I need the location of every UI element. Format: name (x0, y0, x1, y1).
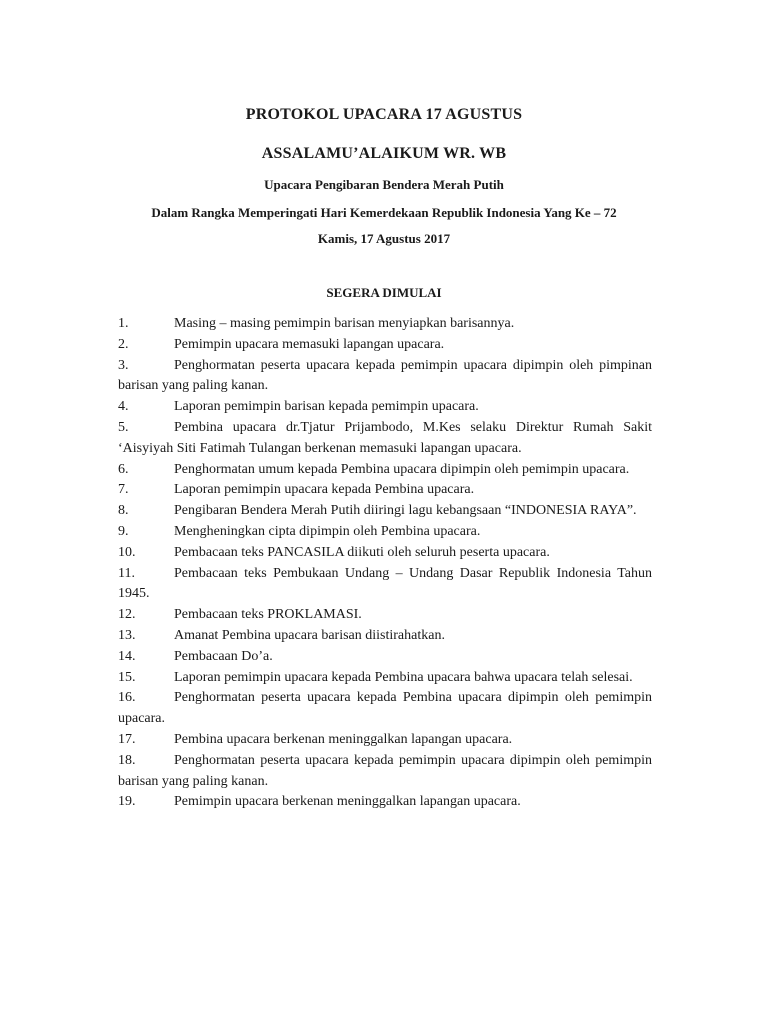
item-number: 3. (118, 357, 129, 373)
item-text: Pengibaran Bendera Merah Putih diiringi lagu kebangsaan “INDONESIA RAYA”. (174, 503, 637, 519)
item-text: Amanat Pembina upacara barisan diistirahatkan. (174, 627, 445, 643)
list-item (118, 314, 652, 335)
list-item (118, 668, 652, 689)
item-text: Penghormatan peserta upacara kepada pemimpin upacara dipimpin oleh pemimpin barisan yang paling kanan. (118, 752, 652, 789)
item-text: Mengheningkan cipta dipimpin oleh Pembina upacara. (174, 523, 481, 539)
list-item (118, 522, 652, 543)
list-item (118, 460, 652, 481)
item-number: 4. (118, 399, 129, 415)
item-text: Penghormatan peserta upacara kepada Pembina upacara dipimpin oleh pemimpin upacara. (118, 690, 652, 727)
list-item (118, 626, 652, 647)
item-number: 8. (118, 503, 129, 519)
list-item (118, 792, 652, 813)
item-number: 2. (118, 336, 129, 352)
list-item (118, 543, 652, 564)
item-text: Pembacaan Do’a. (174, 648, 273, 664)
item-text: Penghormatan umum kepada Pembina upacara dipimpin oleh pemimpin upacara. (174, 461, 630, 477)
list-item (118, 397, 652, 418)
document-title: PROTOKOL UPACARA 17 AGUSTUS (245, 106, 523, 123)
item-text: Laporan pemimpin barisan kepada pemimpin upacara. (174, 399, 479, 415)
list-item (118, 605, 652, 626)
item-number: 16. (118, 690, 136, 706)
list-item (118, 564, 652, 606)
item-text: Laporan pemimpin upacara kepada Pembina upacara bahwa upacara telah selesai. (174, 669, 633, 685)
item-number: 5. (118, 419, 129, 435)
item-number: 7. (118, 482, 129, 498)
list-item (118, 418, 652, 460)
item-number: 9. (118, 523, 129, 539)
item-number: 1. (118, 316, 129, 331)
item-text: Penghormatan peserta upacara kepada pemimpin upacara dipimpin oleh pimpinan barisan yang paling kanan. (118, 357, 652, 394)
list-item (118, 730, 652, 751)
item-number: 12. (118, 607, 136, 623)
item-number: 10. (118, 544, 136, 560)
section-heading: SEGERA DIMULAI (326, 285, 442, 300)
item-number: 14. (118, 648, 136, 664)
list-item (118, 501, 652, 522)
item-text: Pembacaan teks PANCASILA diikuti oleh seluruh peserta upacara. (174, 544, 550, 560)
item-number: 19. (118, 794, 136, 810)
item-number: 18. (118, 752, 136, 768)
event-occasion: Dalam Rangka Memperingati Hari Kemerdekaan Republik Indonesia Yang Ke – 72 (151, 205, 617, 220)
list-item (118, 356, 652, 398)
list-item (118, 751, 652, 793)
item-text: Pembacaan teks Pembukaan Undang – Undang Dasar Republik Indonesia Tahun 1945. (118, 565, 652, 602)
item-text: Masing – masing pemimpin barisan menyiapkan barisannya. (174, 316, 515, 331)
list-item (118, 647, 652, 668)
item-text: Pemimpin upacara berkenan meninggalkan lapangan upacara. (174, 794, 521, 810)
item-text: Pemimpin upacara memasuki lapangan upacara. (174, 336, 445, 352)
item-number: 15. (118, 669, 136, 685)
event-subtitle: Upacara Pengibaran Bendera Merah Putih (264, 177, 504, 192)
item-text: Pembina upacara dr.Tjatur Prijambodo, M.Kes selaku Direktur Rumah Sakit ‘Aisyiyah Siti Fatimah Tulangan berkenan memasuki lapangan upacara. (118, 419, 652, 456)
item-number: 13. (118, 627, 136, 643)
greeting-heading: ASSALAMU’ALAIKUM WR. WB (261, 145, 507, 162)
item-number: 6. (118, 461, 129, 477)
item-text: Laporan pemimpin upacara kepada Pembina upacara. (174, 482, 475, 498)
item-text: Pembacaan teks PROKLAMASI. (174, 607, 362, 623)
list-item (118, 480, 652, 501)
item-text: Pembina upacara berkenan meninggalkan lapangan upacara. (174, 731, 513, 747)
item-number: 17. (118, 731, 136, 747)
item-number: 11. (118, 565, 135, 581)
list-item (118, 688, 652, 730)
protocol-list (118, 314, 652, 813)
list-item (118, 335, 652, 356)
event-date: Kamis, 17 Agustus 2017 (317, 231, 451, 246)
